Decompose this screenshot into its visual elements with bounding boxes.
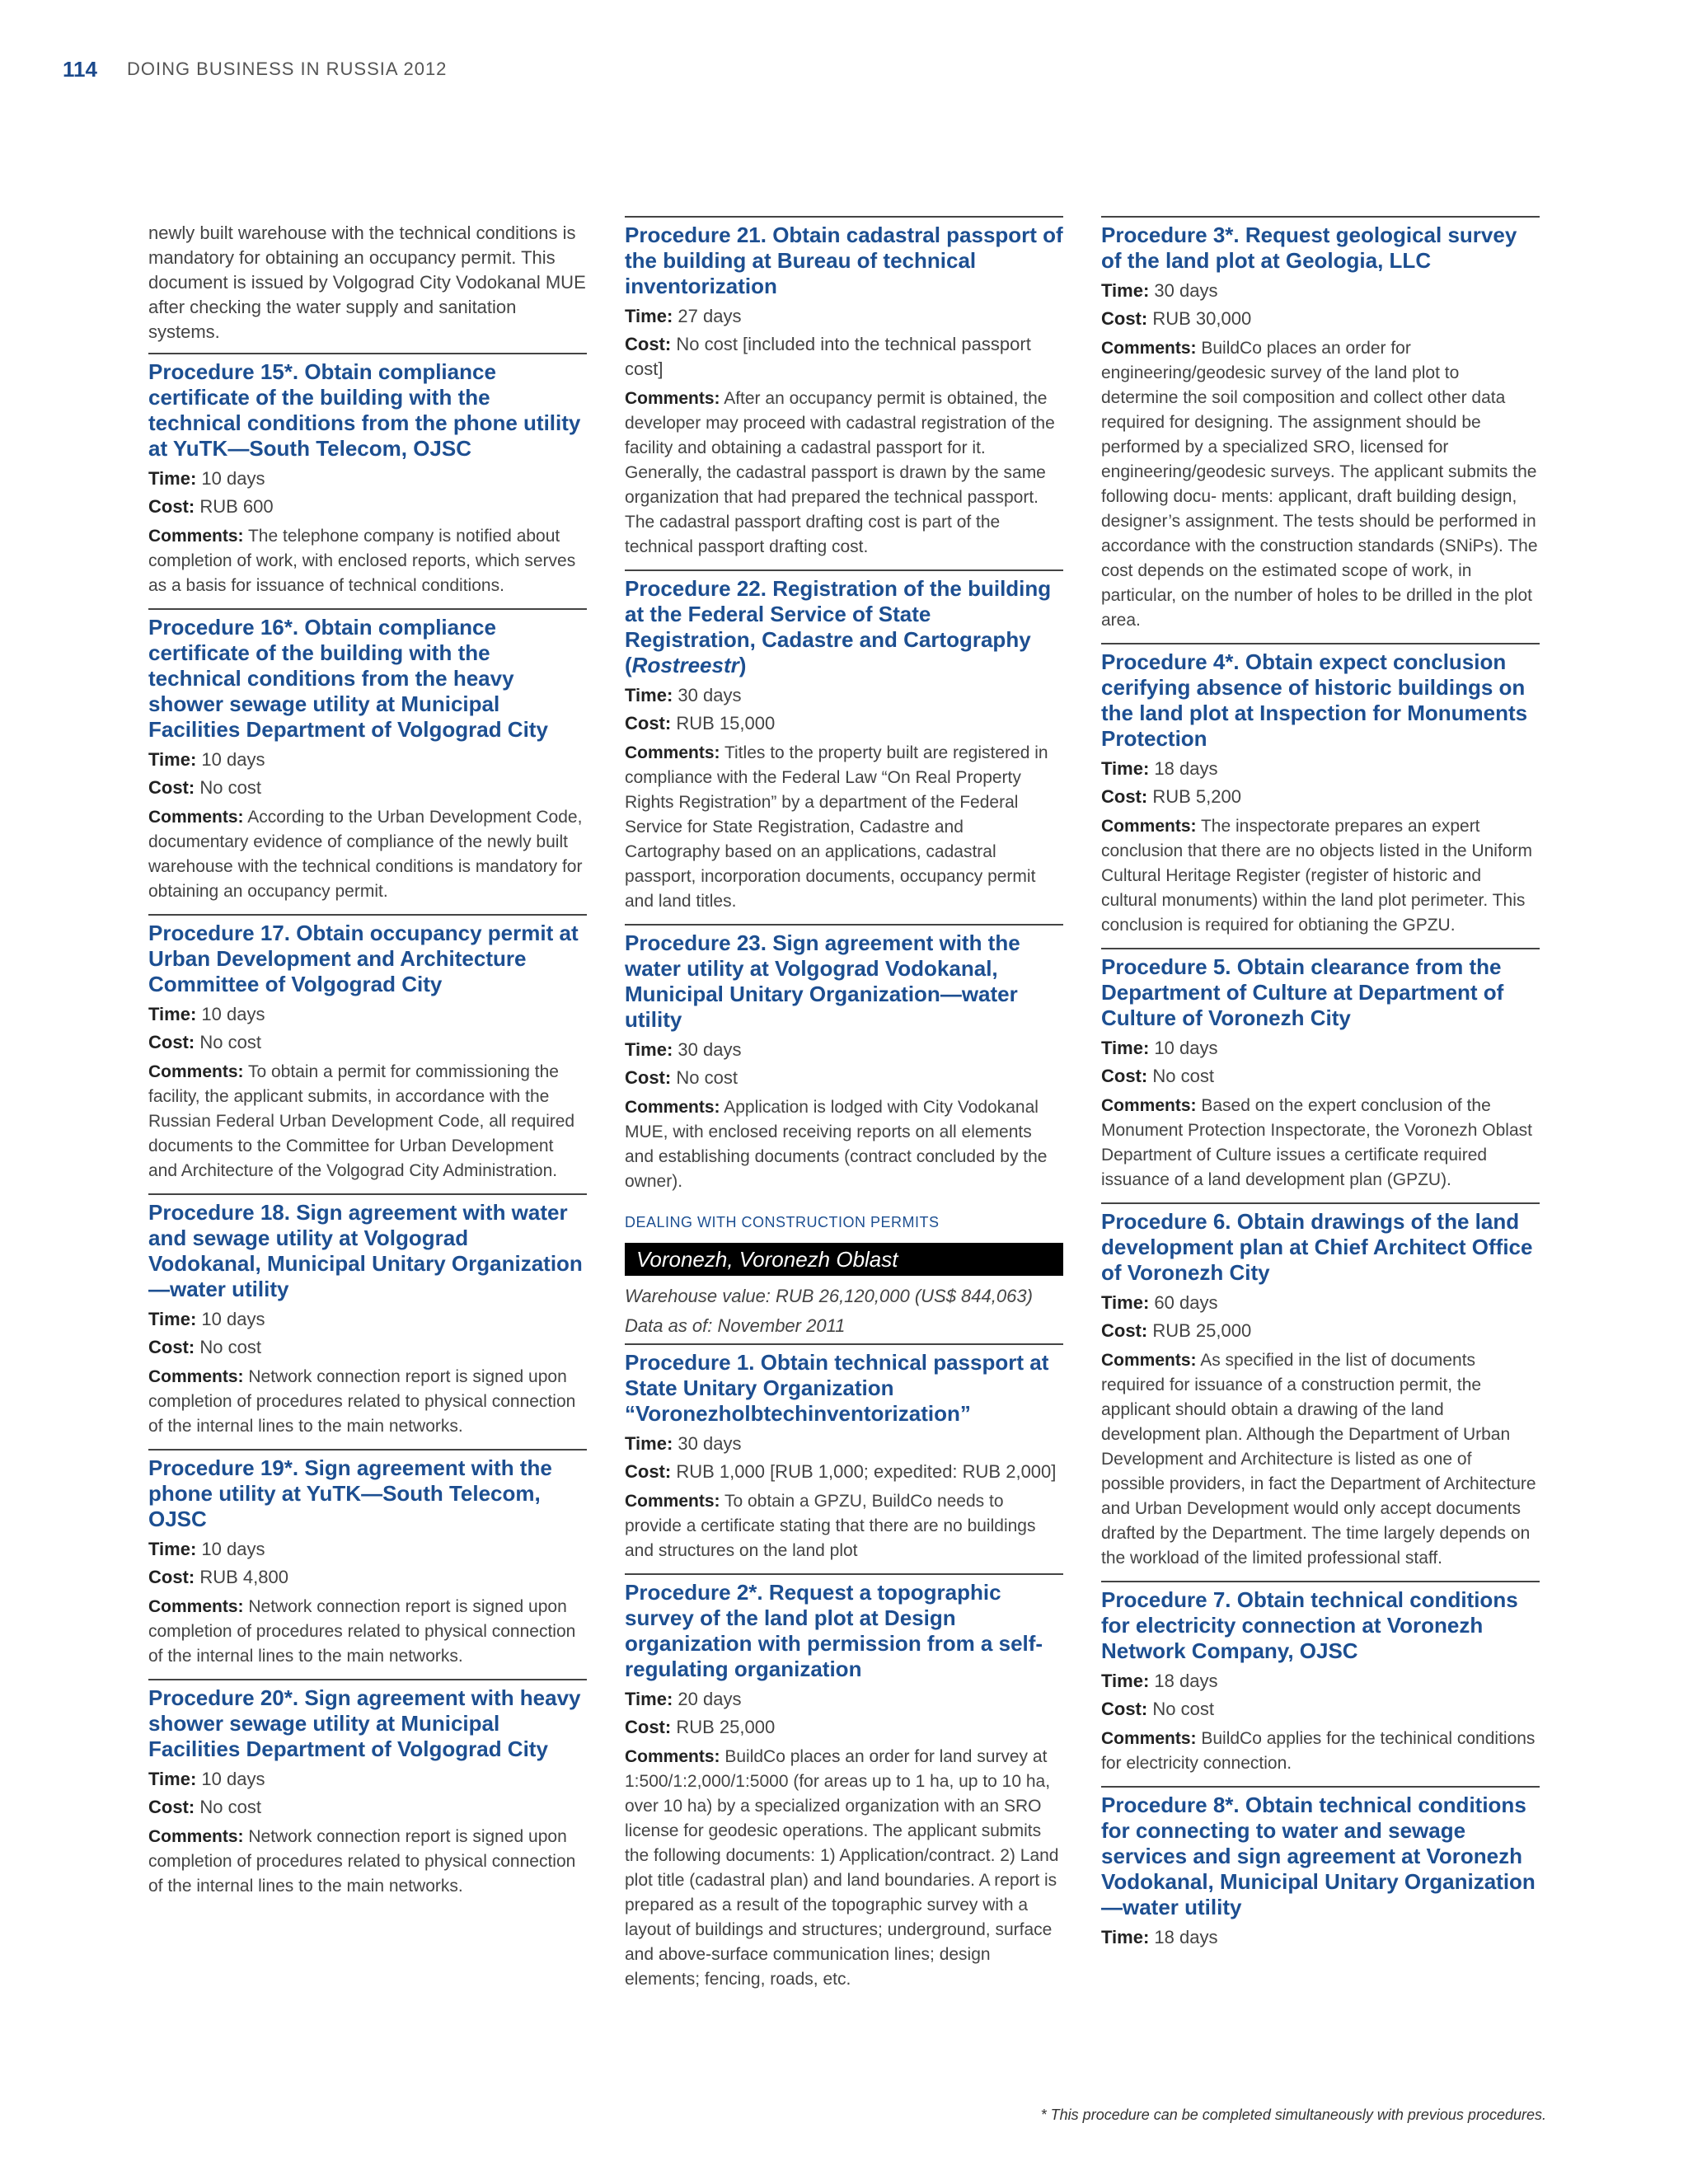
cost-label: Cost: [625, 334, 672, 354]
comments-text: BuildCo places an order for land survey at 1:500/1:2,000/1:5000 (for areas up to 1 ha, up to 10 ha, over 10 ha) by a specialized organization with an SRO license for geodesic operations. The applicant submits the following documents: 1) Application/contract. 2) Land plot title (cadastral plan) and land boundaries. A report is prepared as a result of the topographic survey with a layout of buildings and structures; underground, surface and above-surface communication lines; design elements; fencing, roads, etc. [625, 1747, 1059, 1989]
procedure-title: Procedure 5. Obtain clearance from the Department of Culture at Department of Culture of Voronezh City [1101, 954, 1504, 1030]
comments-label: Comments: [148, 808, 244, 827]
cost-label: Cost: [148, 777, 195, 798]
procedure-comments [625, 387, 1063, 560]
time-label: Time: [1101, 1038, 1150, 1058]
cost-value: No cost [199, 1337, 261, 1357]
time-value: 10 days [201, 1004, 265, 1024]
procedure-title: Procedure 7. Obtain technical conditions for electricity connection at Voronezh Network Company, OJSC [1101, 1587, 1518, 1663]
city-banner: Voronezh, Voronezh Oblast [625, 1243, 1063, 1276]
procedure-title: Procedure 20*. Sign agreement with heavy shower sewage utility at Municipal Facilities Department of Volgograd City [148, 1685, 581, 1761]
comments-label: Comments: [1101, 339, 1197, 358]
procedure-8 [1101, 1786, 1540, 1950]
column-right [1101, 216, 1540, 1960]
data-as-of: Data as of: November 2011 [625, 1315, 846, 1336]
comments-label: Comments: [625, 743, 720, 762]
procedure-comments [1101, 336, 1540, 633]
procedure-cost [1101, 307, 1540, 331]
procedure-time [148, 748, 587, 772]
time-label: Time: [625, 1039, 673, 1060]
procedure-time [148, 1767, 587, 1792]
procedure-2 [625, 1573, 1063, 1992]
comments-label: Comments: [1101, 1096, 1197, 1115]
comments-text: The telephone company is notified about completion of work, with enclosed reports, which serves as a basis for issuance of technical conditions. [148, 527, 576, 595]
comments-text: Network connection report is signed upon completion of procedures related to physical connection of the internal lines to the main networks. [148, 1597, 576, 1666]
time-value: 10 days [201, 468, 265, 489]
time-value: 10 days [1154, 1038, 1218, 1058]
comments-text: As specified in the list of documents required for issuance of a construction permit, the applicant should obtain a drawing of the land development plan. Although the Department of Urban Development and Architecture is listed as one of possible providers, in fact the Department of Architecture and Urban Development would only accept documents drafted by the Department. The time largely depends on the workload of the limited professional staff. [1101, 1351, 1536, 1568]
time-label: Time: [1101, 1927, 1150, 1947]
continued-paragraph: newly built warehouse with the technical conditions is mandatory for obtaining an occupancy permit. This document is issued by Volgograd City Vodokanal MUE after checking the water supply and sanitation systems. [148, 223, 586, 342]
procedure-title: Procedure 16*. Obtain compliance certificate of the building with the technical conditions from the heavy shower sewage utility at Municipal Facilities Department of Volgograd City [148, 615, 548, 742]
warehouse-value: Warehouse value: RUB 26,120,000 (US$ 844,063) [625, 1286, 1033, 1306]
procedure-title-end: ) [738, 653, 747, 677]
procedure-title-start: Procedure 22. Registration of the building at the Federal Service of State Registration, Cadastre and Cartography ( [625, 576, 1052, 677]
comments-label: Comments: [625, 1098, 720, 1117]
procedure-time [148, 466, 587, 491]
cost-value: No cost [199, 777, 261, 798]
comments-text: To obtain a permit for commissioning the facility, the applicant submits, in accordance with the Russian Federal Urban Development Code, all required documents to the Committee for Urban Development and Architecture of the Volgograd City Administration. [148, 1062, 575, 1180]
comments-label: Comments: [625, 1747, 720, 1766]
time-value: 30 days [678, 1039, 742, 1060]
procedure-6 [1101, 1202, 1540, 1571]
comments-label: Comments: [148, 527, 244, 546]
time-label: Time: [625, 1689, 673, 1709]
procedure-comments [625, 1095, 1063, 1194]
time-value: 30 days [678, 1433, 742, 1454]
time-value: 10 days [201, 1769, 265, 1789]
time-value: 20 days [678, 1689, 742, 1709]
procedure-comments [1101, 1727, 1540, 1776]
time-value: 60 days [1154, 1292, 1218, 1313]
cost-value: No cost [1152, 1066, 1214, 1086]
procedure-cost [148, 1565, 587, 1590]
cost-label: Cost: [148, 1567, 195, 1587]
procedure-comments [148, 1595, 587, 1669]
running-header [63, 53, 447, 86]
procedure-time [625, 1038, 1063, 1062]
procedure-title-italic: Rostreestr [631, 653, 739, 677]
procedure-comments [148, 805, 587, 904]
procedure-title: Procedure 4*. Obtain expect conclusion cerifying absence of historic buildings on the land plot at Inspection for Monuments Protection [1101, 649, 1528, 751]
procedure-comments [625, 741, 1063, 914]
procedure-time [625, 1687, 1063, 1712]
procedure-comments [625, 1745, 1063, 1992]
procedure-21 [625, 216, 1063, 560]
procedure-time [625, 1432, 1063, 1456]
procedure-title [625, 576, 1063, 678]
procedure-title: Procedure 2*. Request a topographic survey of the land plot at Design organization with permission from a self-regulating organization [625, 1580, 1043, 1681]
procedure-time [1101, 1036, 1540, 1061]
page-number: 114 [63, 56, 97, 82]
procedure-time [1101, 1669, 1540, 1694]
time-value: 10 days [201, 1309, 265, 1329]
procedure-18 [148, 1193, 587, 1439]
cost-value: RUB 4,800 [199, 1567, 288, 1587]
procedure-time [625, 304, 1063, 329]
footnote: * This procedure can be completed simultaneously with previous procedures. [1040, 2107, 1546, 2123]
procedure-cost [148, 1030, 587, 1055]
comments-label: Comments: [1101, 1729, 1197, 1748]
comments-text: After an occupancy permit is obtained, the developer may proceed with cadastral registration of the facility and obtaining a cadastral passport for it. Generally, the cadastral passport is drawn by the same organization that had prepared the technical passport. The cadastral passport drafting cost is part of the technical passport drafting cost. [625, 389, 1055, 556]
procedure-7 [1101, 1581, 1540, 1776]
comments-text: Network connection report is signed upon completion of procedures related to physical connection of the internal lines to the main networks. [148, 1827, 576, 1896]
cost-value: RUB 30,000 [1152, 308, 1252, 329]
comments-text: BuildCo applies for the techinical conditions for electricity connection. [1101, 1729, 1536, 1773]
time-label: Time: [1101, 1292, 1150, 1313]
procedure-16 [148, 608, 587, 904]
comments-label: Comments: [148, 1367, 244, 1386]
procedure-4 [1101, 643, 1540, 938]
comments-label: Comments: [148, 1597, 244, 1616]
procedure-cost [625, 1715, 1063, 1740]
procedure-title: Procedure 18. Sign agreement with water and sewage utility at Volgograd Vodokanal, Municipal Unitary Organization—water utility [148, 1200, 583, 1301]
comments-label: Comments: [625, 1492, 720, 1511]
time-label: Time: [625, 306, 673, 326]
procedure-comments [148, 524, 587, 598]
time-value: 10 days [201, 1539, 265, 1559]
procedure-19 [148, 1449, 587, 1669]
procedure-5 [1101, 948, 1540, 1193]
comments-label: Comments: [1101, 817, 1197, 836]
procedure-cost [625, 711, 1063, 736]
procedure-title: Procedure 19*. Sign agreement with the phone utility at YuTK—South Telecom, OJSC [148, 1455, 552, 1531]
cost-value: RUB 1,000 [RUB 1,000; expedited: RUB 2,000] [676, 1461, 1057, 1482]
comments-text: Application is lodged with City Vodokanal MUE, with enclosed receiving reports on all elements and establishing documents (contract concluded by the owner). [625, 1098, 1048, 1191]
procedure-cost [625, 1066, 1063, 1090]
cost-label: Cost: [1101, 1699, 1148, 1719]
cost-value: No cost [199, 1797, 261, 1817]
procedure-time [148, 1002, 587, 1027]
procedure-time [1101, 1291, 1540, 1315]
time-label: Time: [148, 1769, 197, 1789]
procedure-comments [1101, 1348, 1540, 1571]
time-label: Time: [148, 1309, 197, 1329]
comments-text: Network connection report is signed upon completion of procedures related to physical connection of the internal lines to the main networks. [148, 1367, 576, 1436]
cost-label: Cost: [625, 1461, 672, 1482]
cost-value: RUB 25,000 [1152, 1320, 1252, 1341]
procedure-title: Procedure 21. Obtain cadastral passport of the building at Bureau of technical inventorization [625, 223, 1063, 298]
cost-label: Cost: [148, 1032, 195, 1052]
cost-value: No cost [199, 1032, 261, 1052]
time-label: Time: [1101, 280, 1150, 301]
procedure-cost [1101, 785, 1540, 809]
cost-value: No cost [676, 1067, 738, 1088]
procedure-title: Procedure 6. Obtain drawings of the land development plan at Chief Architect Office of Voronezh City [1101, 1209, 1533, 1285]
column-middle [625, 216, 1063, 2002]
column-left [148, 216, 587, 1909]
time-value: 30 days [678, 685, 742, 705]
procedure-cost [1101, 1697, 1540, 1722]
cost-label: Cost: [148, 496, 195, 517]
procedure-cost [148, 1335, 587, 1360]
cost-value: RUB 25,000 [676, 1717, 776, 1737]
time-label: Time: [148, 1539, 197, 1559]
comments-label: Comments: [625, 389, 720, 408]
procedure-comments [148, 1060, 587, 1183]
procedure-comments [148, 1825, 587, 1899]
time-label: Time: [625, 685, 673, 705]
procedure-title: Procedure 15*. Obtain compliance certificate of the building with the technical conditions from the phone utility at YuTK—South Telecom, OJSC [148, 359, 581, 461]
comments-label: Comments: [1101, 1351, 1197, 1370]
cost-value: No cost [1152, 1699, 1214, 1719]
procedure-cost [1101, 1064, 1540, 1089]
cost-label: Cost: [625, 1717, 672, 1737]
cost-label: Cost: [148, 1337, 195, 1357]
comments-label: Comments: [148, 1062, 244, 1081]
procedure-comments [148, 1365, 587, 1439]
procedure-title: Procedure 3*. Request geological survey of the land plot at Geologia, LLC [1101, 223, 1517, 273]
comments-text: Titles to the property built are registered in compliance with the Federal Law “On Real Property Rights Registration” by a department of the Federal Service for State Registration, Cadastre and Cartography based on an applications, cadastral passport, incorporation documents, occupancy permit and land titles. [625, 743, 1048, 911]
cost-label: Cost: [1101, 786, 1148, 807]
cost-label: Cost: [625, 1067, 672, 1088]
time-label: Time: [1101, 758, 1150, 779]
time-label: Time: [148, 749, 197, 770]
cost-label: Cost: [625, 713, 672, 733]
procedure-3 [1101, 216, 1540, 633]
procedure-time [1101, 279, 1540, 303]
time-value: 30 days [1154, 280, 1218, 301]
procedure-time [625, 683, 1063, 708]
cost-value: RUB 5,200 [1152, 786, 1241, 807]
procedure-title: Procedure 23. Sign agreement with the water utility at Volgograd Vodokanal, Municipal Unitary Organization—water utility [625, 930, 1020, 1032]
book-title: DOING BUSINESS IN RUSSIA 2012 [126, 59, 448, 79]
cost-label: Cost: [148, 1797, 195, 1817]
procedure-time [148, 1307, 587, 1332]
time-value: 27 days [678, 306, 742, 326]
procedure-22 [625, 569, 1063, 914]
comments-text: BuildCo places an order for engineering/geodesic survey of the land plot to determine the soil composition and collect other data required for designing. The assignment should be performed by a specialized SRO, licensed for engineering/geodesic surveys. The applicant submits the following docu- ments: applicant, draft building design, designer’s assignment. The tests should be performed in accordance with the construction standards (SNiPs). The cost depends on the estimated scope of work, in particular, on the number of holes to be drilled in the plot area. [1101, 339, 1538, 630]
comments-label: Comments: [148, 1827, 244, 1846]
cost-label: Cost: [1101, 308, 1148, 329]
time-value: 18 days [1154, 1671, 1218, 1691]
cost-value: RUB 600 [199, 496, 274, 517]
procedure-23 [625, 924, 1063, 1194]
procedure-15 [148, 353, 587, 598]
procedure-cost [1101, 1319, 1540, 1343]
procedure-title: Procedure 17. Obtain occupancy permit at Urban Development and Architecture Committee of Volgograd City [148, 921, 579, 996]
cost-value: No cost [included into the technical passport cost] [625, 334, 1031, 379]
procedure-time [1101, 757, 1540, 781]
procedure-time [1101, 1925, 1540, 1950]
procedure-20 [148, 1679, 587, 1899]
procedure-title: Procedure 1. Obtain technical passport at State Unitary Organization “Voronezholbtechinventorization” [625, 1350, 1049, 1426]
comments-text: The inspectorate prepares an expert conclusion that there are no objects listed in the Uniform Cultural Heritage Register (register of historic and cultural monuments) within the land plot perimeter. This conclusion is required for obtianing the GPZU. [1101, 817, 1532, 935]
time-value: 18 days [1154, 1927, 1218, 1947]
procedure-comments [1101, 814, 1540, 938]
time-label: Time: [148, 468, 197, 489]
comments-text: Based on the expert conclusion of the Monument Protection Inspectorate, the Voronezh Oblast Department of Culture issues a certificate required issuance of a land development plan (GPZU). [1101, 1096, 1532, 1189]
procedure-cost [148, 494, 587, 519]
cost-label: Cost: [1101, 1066, 1148, 1086]
procedure-cost [625, 332, 1063, 382]
cost-value: RUB 15,000 [676, 713, 776, 733]
comments-text: According to the Urban Development Code, documentary evidence of compliance of the newly built warehouse with the technical conditions is mandatory for obtaining an occupancy permit. [148, 808, 583, 901]
cost-label: Cost: [1101, 1320, 1148, 1341]
procedure-cost [625, 1460, 1063, 1484]
procedure-cost [148, 776, 587, 800]
section-label: DEALING WITH CONSTRUCTION PERMITS [625, 1214, 940, 1230]
time-label: Time: [625, 1433, 673, 1454]
comments-text: To obtain a GPZU, BuildCo needs to provide a certificate stating that there are no buildings and structures on the land plot [625, 1492, 1036, 1560]
procedure-cost [148, 1795, 587, 1820]
time-label: Time: [148, 1004, 197, 1024]
procedure-time [148, 1537, 587, 1562]
procedure-1 [625, 1343, 1063, 1563]
procedure-title: Procedure 8*. Obtain technical conditions for connecting to water and sewage services and sign agreement at Voronezh Vodokanal, Municipal Unitary Organization—water utility [1101, 1793, 1536, 1919]
procedure-comments [625, 1489, 1063, 1563]
time-label: Time: [1101, 1671, 1150, 1691]
time-value: 18 days [1154, 758, 1218, 779]
procedure-17 [148, 914, 587, 1183]
procedure-comments [1101, 1094, 1540, 1193]
time-value: 10 days [201, 749, 265, 770]
